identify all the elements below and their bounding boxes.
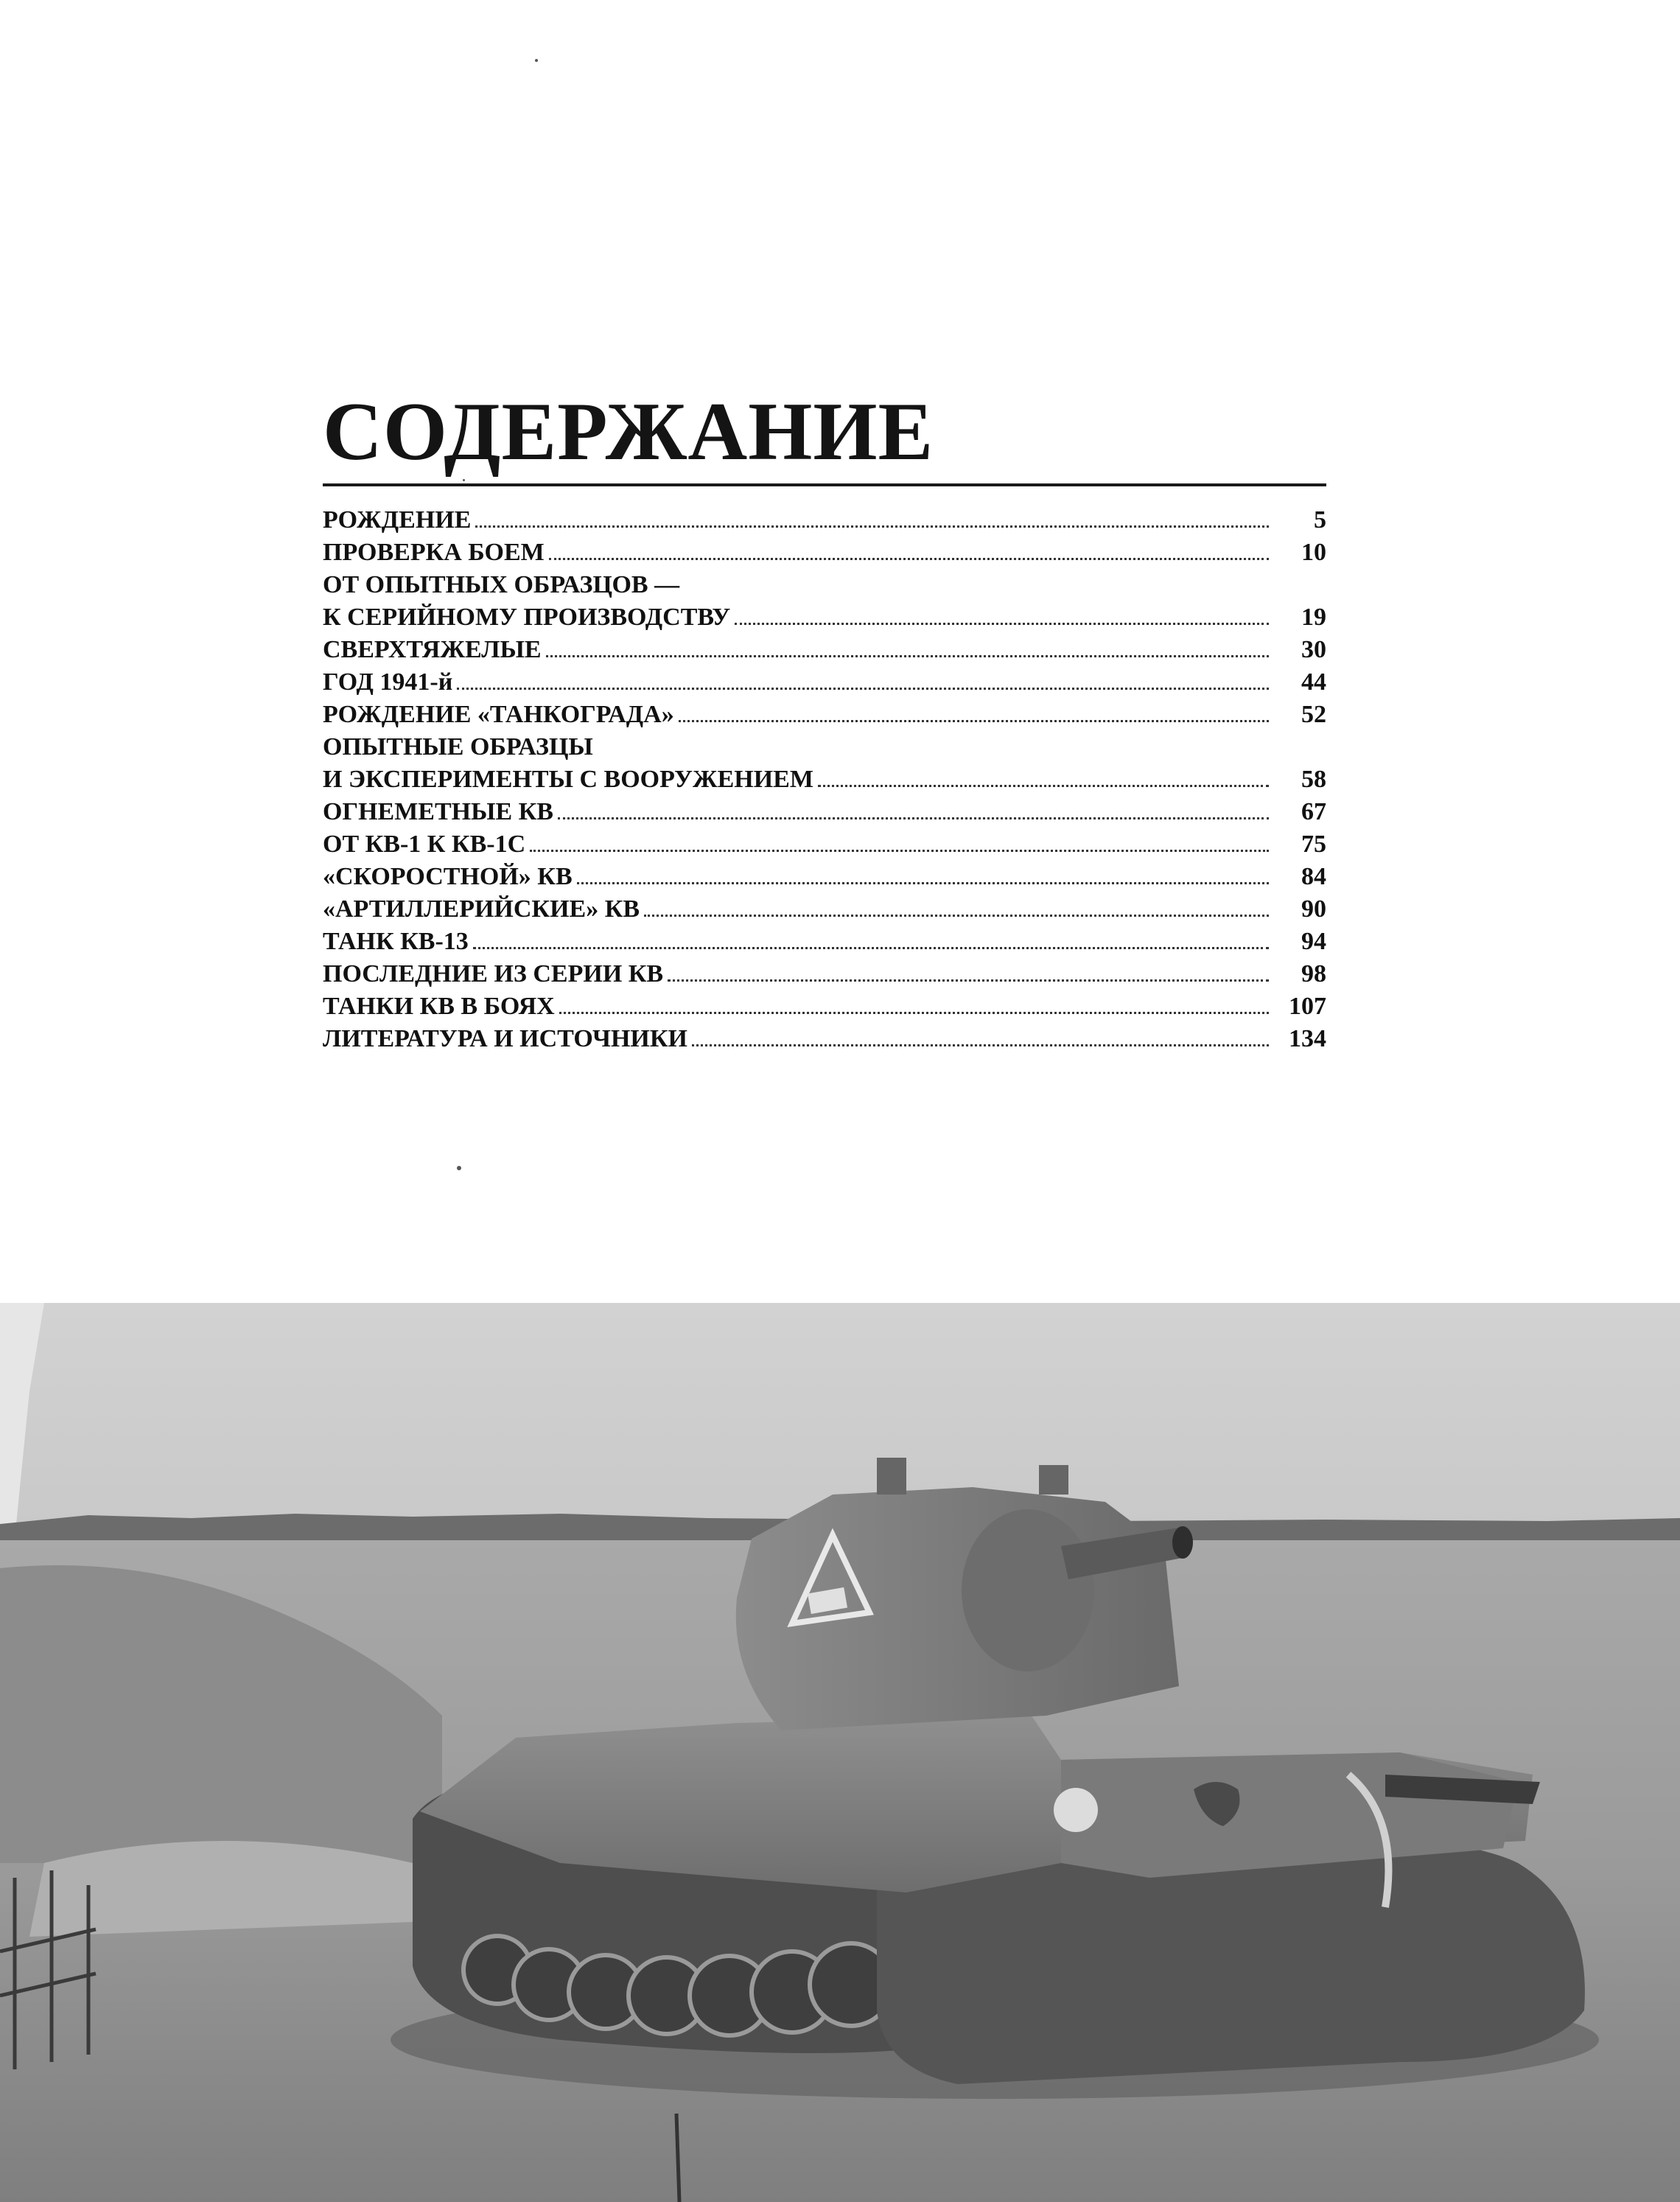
dot-leader: [549, 558, 1269, 560]
dot-leader: [644, 915, 1269, 917]
turret-periscope: [1039, 1465, 1068, 1495]
toc-entry-label: И ЭКСПЕРИМЕНТЫ С ВООРУЖЕНИЕМ: [323, 766, 813, 793]
dot-leader: [475, 525, 1269, 528]
toc-entry-label: ОГНЕМЕТНЫЕ КВ: [323, 798, 553, 825]
toc-entry-label: ТАНК КВ-13: [323, 928, 469, 955]
tank-icon: [0, 1303, 1680, 2202]
toc-entry-label: К СЕРИЙНОМУ ПРОИЗВОДСТВУ: [323, 604, 731, 631]
toc-entry-page: 90: [1301, 895, 1326, 923]
toc-entry[interactable]: [323, 990, 1326, 1023]
toc-entry-page: 44: [1301, 668, 1326, 696]
toc-entry[interactable]: [323, 699, 1326, 731]
toc-entry-page: 84: [1301, 863, 1326, 890]
toc-entry-label: СВЕРХТЯЖЕЛЫЕ: [323, 636, 542, 663]
dot-leader: [558, 817, 1269, 819]
toc-entry-label: ЛИТЕРАТУРА И ИСТОЧНИКИ: [323, 1025, 687, 1052]
toc-entry-page: 75: [1301, 831, 1326, 858]
toc-entry-label: «СКОРОСТНОЙ» КВ: [323, 863, 573, 890]
toc-entry[interactable]: [323, 601, 1326, 634]
toc-entry-page: 107: [1289, 993, 1326, 1020]
toc-entry[interactable]: [323, 504, 1326, 536]
toc-entry: [323, 731, 1326, 763]
toc-entry-page: 134: [1289, 1025, 1326, 1052]
toc-entry-label: ОПЫТНЫЕ ОБРАЗЦЫ: [323, 733, 593, 761]
toc-entry-label: ОТ ОПЫТНЫХ ОБРАЗЦОВ —: [323, 571, 680, 598]
dot-leader: [679, 720, 1269, 722]
headlight: [1054, 1788, 1098, 1832]
toc-entry-page: 58: [1301, 766, 1326, 793]
gun-mantlet: [962, 1509, 1094, 1671]
dot-leader: [692, 1044, 1269, 1046]
muzzle: [1172, 1526, 1193, 1559]
toc-entry[interactable]: [323, 958, 1326, 990]
turret: [736, 1487, 1179, 1730]
toc-entry-page: 94: [1301, 928, 1326, 955]
toc-entry-page: 30: [1301, 636, 1326, 663]
toc-entry-label: ГОД 1941-й: [323, 668, 453, 696]
toc-entry[interactable]: [323, 1023, 1326, 1055]
toc-entry-label: ТАНКИ КВ В БОЯХ: [323, 993, 555, 1020]
toc-entry[interactable]: [323, 828, 1326, 861]
toc-entry[interactable]: [323, 763, 1326, 796]
toc-entry-label: ПРОВЕРКА БОЕМ: [323, 539, 545, 566]
toc-entry[interactable]: [323, 893, 1326, 926]
dot-leader: [559, 1012, 1269, 1014]
toc-entry-label: РОЖДЕНИЕ «ТАНКОГРАДА»: [323, 701, 674, 728]
toc-entry-page: 5: [1314, 506, 1326, 534]
toc-entry[interactable]: [323, 536, 1326, 569]
dot-leader: [530, 850, 1269, 852]
toc-entry-page: 19: [1301, 604, 1326, 631]
table-of-contents: [323, 386, 1326, 1055]
toc-title: СОДЕРЖАНИЕ: [323, 386, 934, 478]
sky: [0, 1303, 1680, 1524]
toc-entry-label: ОТ КВ-1 К КВ-1С: [323, 831, 526, 858]
title-rule: [323, 483, 1326, 486]
turret-hatch: [877, 1458, 906, 1495]
toc-entry-page: 10: [1301, 539, 1326, 566]
scan-speck: [535, 59, 538, 62]
toc-list: [323, 504, 1326, 1055]
toc-entry-label: «АРТИЛЛЕРИЙСКИЕ» КВ: [323, 895, 640, 923]
toc-entry-page: 98: [1301, 960, 1326, 988]
toc-entry-label: РОЖДЕНИЕ: [323, 506, 472, 534]
toc-entry[interactable]: [323, 926, 1326, 958]
dot-leader: [735, 623, 1269, 625]
dot-leader: [668, 979, 1269, 982]
toc-entry[interactable]: [323, 861, 1326, 893]
dot-leader: [818, 785, 1269, 787]
tank-photograph: [0, 1303, 1680, 2202]
scan-speck: [457, 1166, 461, 1170]
dot-leader: [546, 655, 1269, 657]
dot-leader: [457, 688, 1269, 690]
dot-leader: [577, 882, 1269, 884]
toc-entry[interactable]: [323, 666, 1326, 699]
toc-entry: [323, 569, 1326, 601]
toc-entry-page: 67: [1301, 798, 1326, 825]
dot-leader: [473, 947, 1269, 949]
toc-entry[interactable]: [323, 634, 1326, 666]
toc-entry-label: ПОСЛЕДНИЕ ИЗ СЕРИИ КВ: [323, 960, 664, 988]
toc-entry[interactable]: [323, 796, 1326, 828]
toc-entry-page: 52: [1301, 701, 1326, 728]
